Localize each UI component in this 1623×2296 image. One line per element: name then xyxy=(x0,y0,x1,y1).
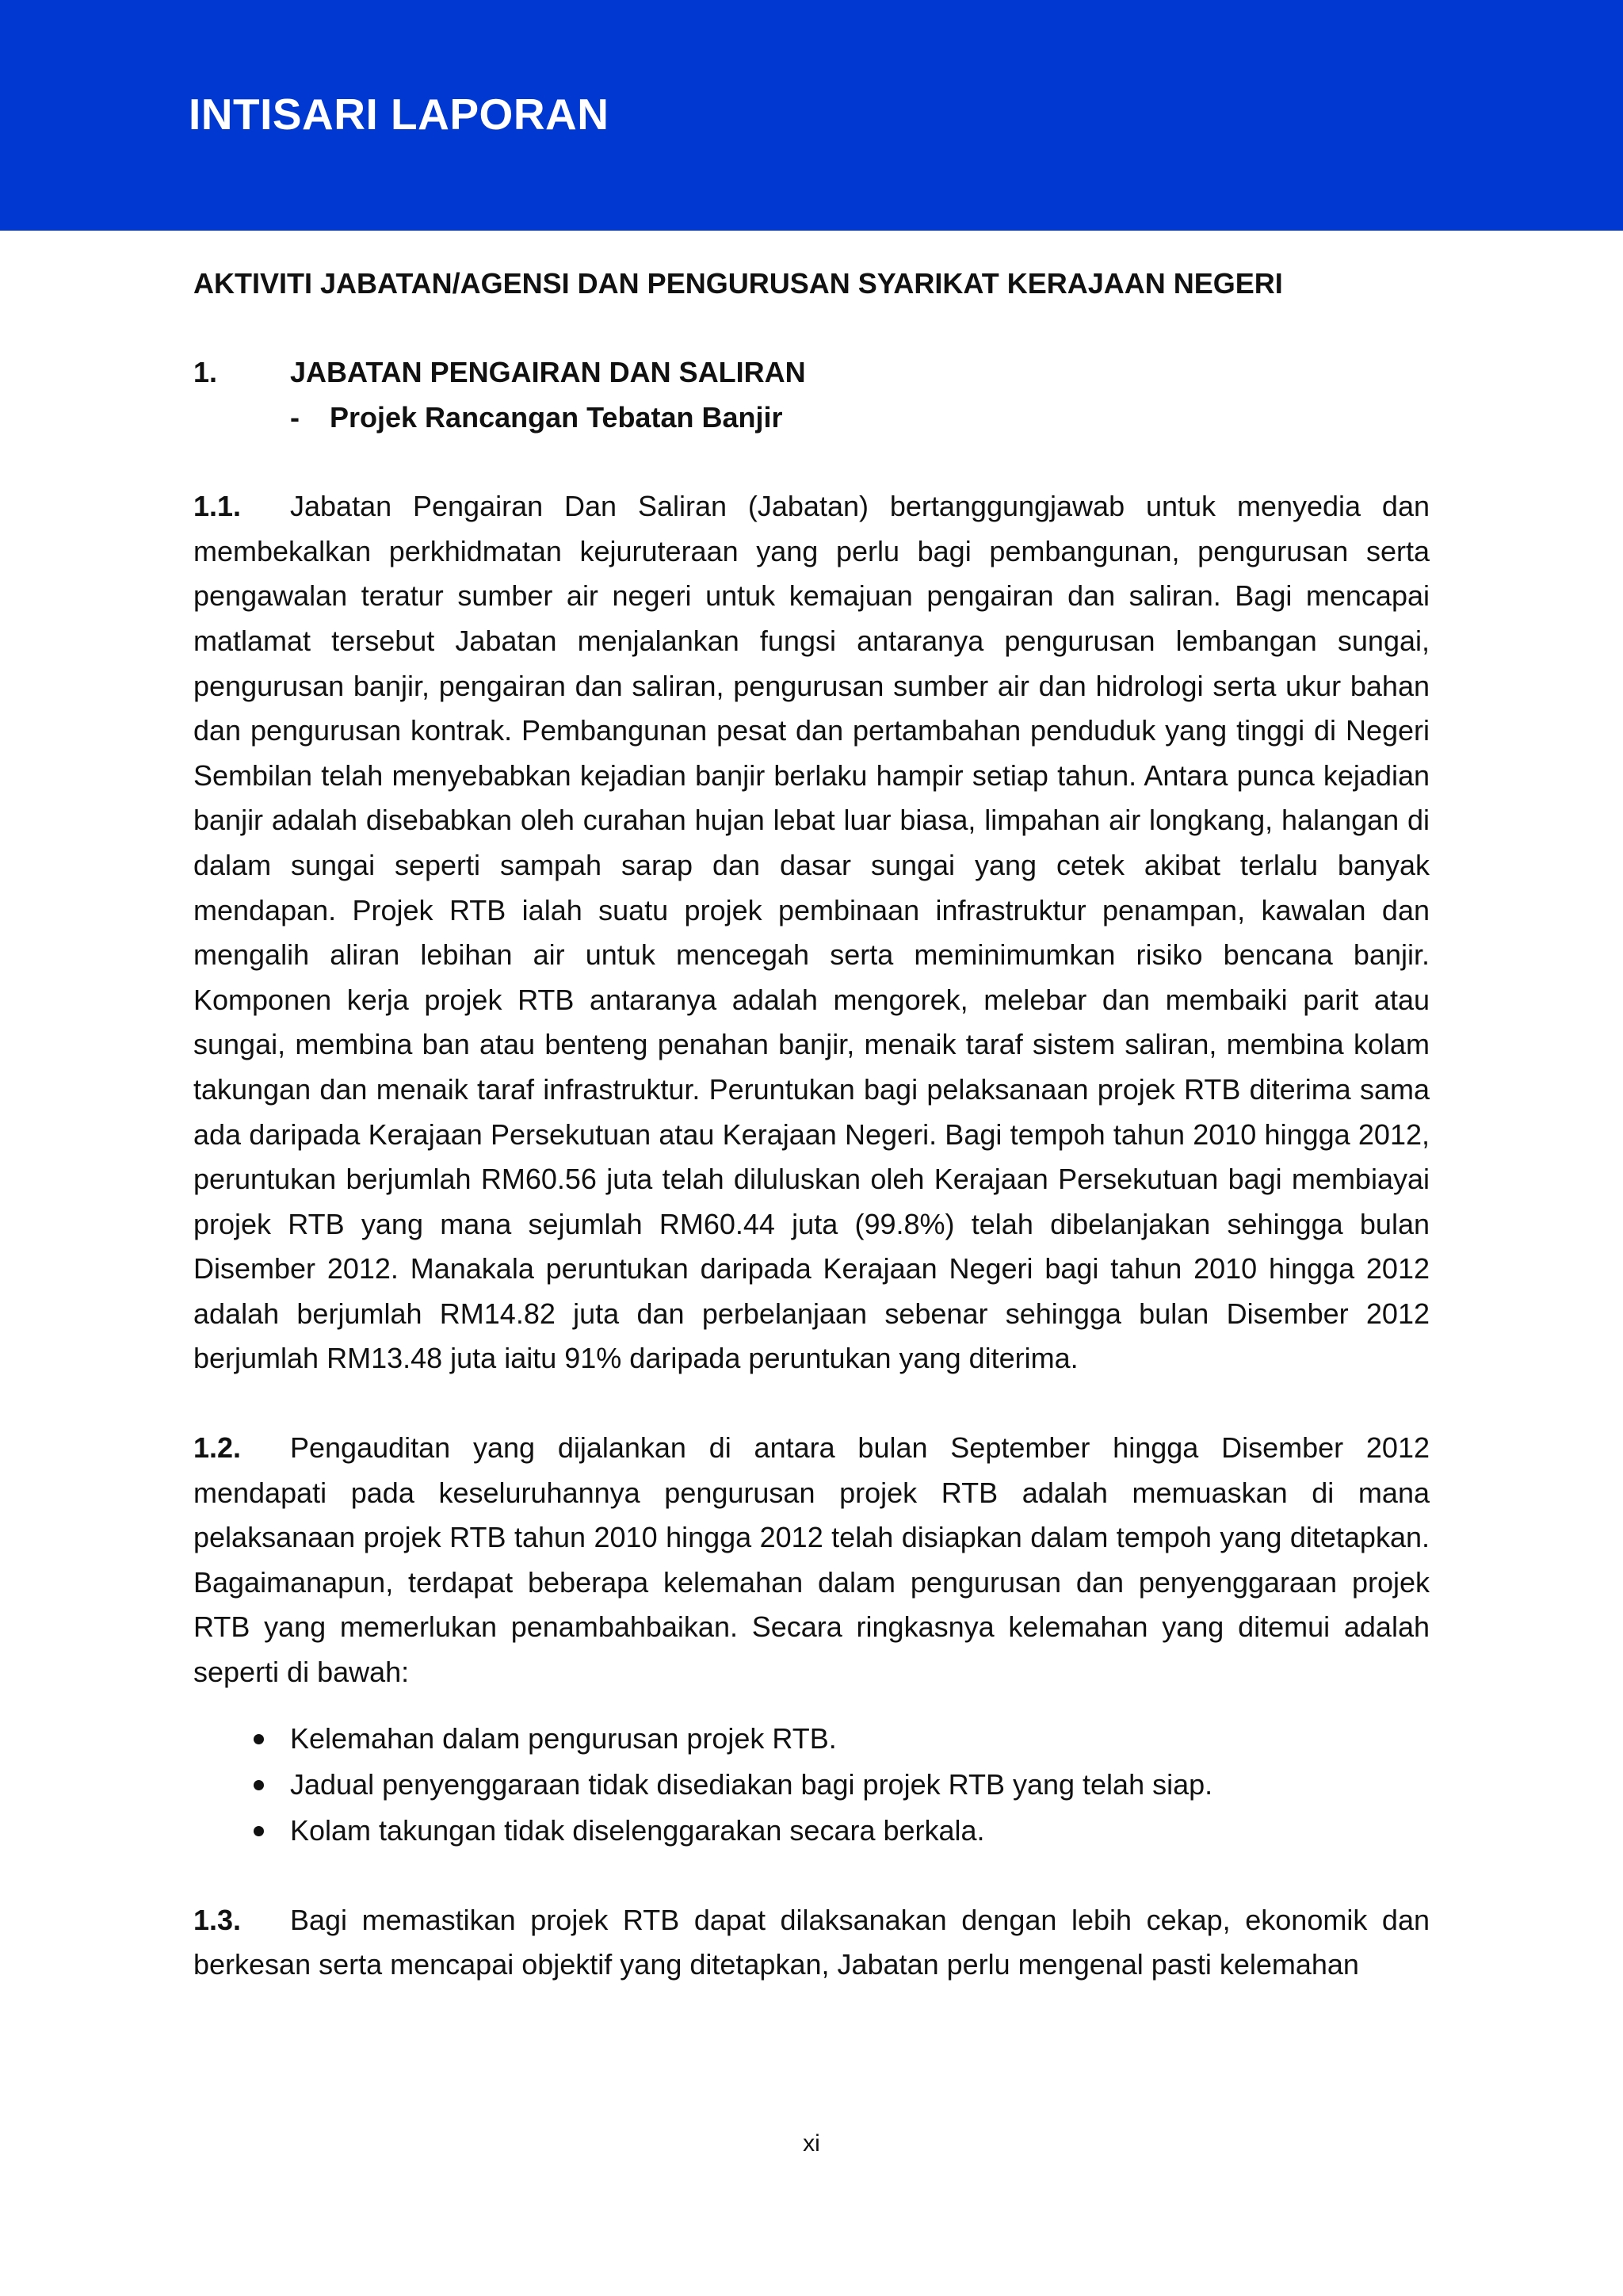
list-item xyxy=(193,1762,1430,1808)
section-title: AKTIVITI JABATAN/AGENSI DAN PENGURUSAN SYARIKAT KERAJAAN NEGERI xyxy=(193,267,1283,300)
list-item-text: Jadual penyenggaraan tidak disediakan bagi projek RTB yang telah siap. xyxy=(290,1767,1213,1801)
subheading-row xyxy=(193,395,1430,441)
paragraph-number: 1.3. xyxy=(193,1903,242,1936)
subheading-title: Projek Rancangan Tebatan Banjir xyxy=(330,400,783,434)
heading-title: JABATAN PENGAIRAN DAN SALIRAN xyxy=(290,356,806,388)
bullet-icon xyxy=(254,1826,264,1836)
subheading-dash: - xyxy=(290,400,300,434)
paragraph-1-3 xyxy=(193,1898,1430,1988)
paragraph-number: 1.1. xyxy=(193,490,242,523)
paragraph-1-1 xyxy=(193,484,1430,1381)
findings-list xyxy=(193,1716,1430,1854)
page-number: xi xyxy=(803,2130,820,2157)
bullet-icon xyxy=(254,1734,264,1744)
banner-title: INTISARI LAPORAN xyxy=(189,90,609,139)
paragraph-number: 1.2. xyxy=(193,1431,242,1465)
list-item-text: Kelemahan dalam pengurusan projek RTB. xyxy=(290,1721,837,1755)
numbered-heading xyxy=(193,350,1430,440)
list-item xyxy=(193,1716,1430,1762)
document-body xyxy=(193,262,1430,1988)
list-item-text: Kolam takungan tidak diselenggarakan secara berkala. xyxy=(290,1813,985,1847)
paragraph-1-2 xyxy=(193,1426,1430,1695)
heading-row xyxy=(193,350,1430,395)
header-banner xyxy=(0,0,1623,231)
bullet-icon xyxy=(254,1780,264,1790)
list-item xyxy=(193,1808,1430,1854)
paragraph-text: Jabatan Pengairan Dan Saliran (Jabatan) bertanggungjawab untuk menyedia dan membekalkan perkhidmatan kejuruteraan yang perlu bagi pembangunan, pengurusan serta pengawalan teratur sumber air negeri untuk kemajuan pengairan dan saliran. Bagi mencapai matlamat tersebut Jabatan menjalankan fungsi antaranya pengurusan lembangan sungai, pengurusan banjir, pengairan dan saliran, pengurusan sumber air dan hidrologi serta ukur bahan dan pengurusan kontrak. Pembangunan pesat dan pertambahan penduduk yang tinggi di Negeri Sembilan telah menyebabkan kejadian banjir berlaku hampir setiap tahun. Antara punca kejadian banjir adalah disebabkan oleh curahan hujan lebat luar biasa, limpahan air longkang, halangan di dalam sungai seperti sampah sarap dan dasar sungai yang cetek akibat terlalu banyak mendapan. Projek RTB ialah suatu projek pembinaan infrastruktur penampan, kawalan dan mengalih aliran lebihan air untuk mencegah serta meminimumkan risiko bencana banjir. Komponen kerja projek RTB antaranya adalah mengorek, melebar dan membaiki parit atau sungai, membina ban atau benteng penahan banjir, menaik taraf sistem saliran, membina kolam takungan dan menaik taraf infrastruktur. Peruntukan bagi pelaksanaan projek RTB diterima sama ada daripada Kerajaan Persekutuan atau Kerajaan Negeri. Bagi tempoh tahun 2010 hingga 2012, peruntukan berjumlah RM60.56 juta telah diluluskan oleh Kerajaan Persekutuan bagi membiayai projek RTB yang mana sejumlah RM60.44 juta (99.8%) telah dibelanjakan sehingga bulan Disember 2012. Manakala peruntukan daripada Kerajaan Negeri bagi tahun 2010 hingga 2012 adalah berjumlah RM14.82 juta dan perbelanjaan sebenar sehingga bulan Disember 2012 berjumlah RM13.48 juta iaitu 91% daripada peruntukan yang diterima. xyxy=(193,490,1430,1375)
paragraph-text: Bagi memastikan projek RTB dapat dilaksanakan dengan lebih cekap, ekonomik dan berkesan serta mencapai objektif yang ditetapkan, Jabatan perlu mengenal pasti kelemahan xyxy=(193,1903,1430,1981)
heading-number: 1. xyxy=(193,356,218,388)
paragraph-text: Pengauditan yang dijalankan di antara bulan September hingga Disember 2012 mendapati pada keseluruhannya pengurusan projek RTB adalah memuaskan di mana pelaksanaan projek RTB tahun 2010 hingga 2012 telah disiapkan dalam tempoh yang ditetapkan. Bagaimanapun, terdapat beberapa kelemahan dalam pengurusan dan penyenggaraan projek RTB yang memerlukan penambahbaikan. Secara ringkasnya kelemahan yang ditemui adalah seperti di bawah: xyxy=(193,1431,1430,1689)
